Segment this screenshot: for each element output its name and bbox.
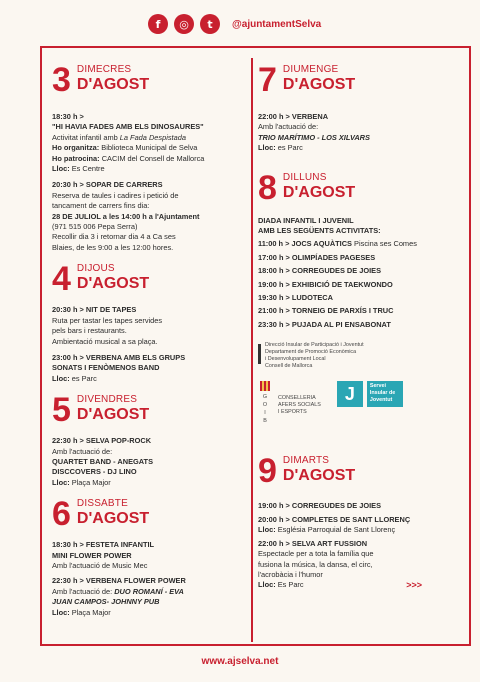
day-month: D'AGOST [282, 76, 356, 93]
logo-text: Insular de [369, 390, 396, 397]
logo-text: Direcció Insular de Participació i Joventut [265, 342, 364, 349]
event-line: Reserva de taules i cadires i petició de [52, 190, 179, 200]
event-line: l'acrobàcia i l'humor [258, 569, 323, 579]
event-heading: 22:30 h > SELVA POP-ROCK [52, 436, 152, 446]
event-location: Lloc: es Parc [258, 143, 303, 153]
event-heading: 22:30 h > VERBENA FLOWER POWER [52, 576, 186, 586]
event-heading: 20:30 h > SOPAR DE CARRERS [52, 180, 163, 190]
event-4-tapes [52, 305, 244, 347]
day-number: 3 [52, 61, 71, 99]
day-name: DISSABTE [76, 498, 128, 510]
event-heading: 20:30 h > NIT DE TAPES [52, 305, 137, 315]
day-number: 4 [52, 260, 71, 299]
event-location: Lloc: Plaça Major [52, 477, 111, 487]
event-location: Lloc: Plaça Major [52, 607, 111, 617]
day-name: DIMARTS [282, 455, 330, 467]
servei-joventut-logo [337, 381, 403, 407]
event-heading: 22:00 h > SELVA ART FUSSION [258, 538, 368, 548]
event-5-poprock [52, 436, 244, 488]
event-location: Lloc: es Parc [52, 373, 97, 383]
event-4-verbena [52, 353, 244, 384]
event-time: 18:30 h > [52, 112, 84, 121]
day-number: 7 [258, 61, 277, 99]
logo-text: i Desenvolupament Local [265, 355, 326, 362]
event-deadline: 28 DE JULIOL a les 14:00 h a l'Ajuntament [52, 211, 200, 221]
instagram-icon[interactable]: ◎ [174, 14, 194, 34]
logo-text: I ESPORTS [278, 409, 307, 416]
event-9-artfussion [258, 539, 468, 591]
j-logo-icon: J [337, 381, 363, 407]
event-line: Blaies, de les 9:00 a les 12:00 hores. [52, 242, 174, 252]
social-bar [148, 14, 321, 34]
event-heading: 23:00 h > VERBENA AMB ELS GRUPS [52, 352, 186, 362]
event-phone: (971 515 006 Pepa Serra) [52, 222, 138, 232]
event-location: Lloc: Es Centre [52, 164, 105, 174]
column-divider [251, 58, 253, 642]
event-line: fusiona la música, la dansa, el circ, [258, 559, 373, 569]
day-number: 6 [52, 495, 71, 534]
event-line: Amb l'actuació de: DUO ROMANÍ - EVA [52, 586, 184, 596]
event-heading: 19:00 h > CORREGUDES DE JOIES [258, 501, 382, 511]
event-bands: QUARTET BAND - ANEGATS [52, 456, 153, 466]
event-line: Espectacle per a tota la família que [258, 549, 374, 559]
event-9-completes [258, 515, 468, 536]
event-7-verbena [258, 112, 468, 154]
logo-text: AFERS SOCIALS [278, 402, 321, 409]
conselleria-logo [278, 395, 321, 415]
logo-text: Departament de Promoció Econòmica [265, 349, 357, 356]
day-name: DIJOUS [76, 263, 115, 275]
day-number: 8 [258, 168, 277, 207]
event-8-diada [258, 216, 468, 331]
logo-text: Joventut [369, 397, 393, 404]
left-column [52, 56, 244, 618]
event-desc: Activitat infantil amb La Fada Despistada [52, 132, 186, 142]
twitter-icon[interactable]: t [200, 14, 220, 34]
event-line: Recollir dia 3 i retornar dia 4 a Ca ses [52, 232, 176, 242]
event-line: Amb l'actuació de Music Mec [52, 560, 148, 570]
event-title: SONATS I FENÒMENOS BAND [52, 363, 160, 373]
govern-logos [258, 381, 468, 425]
activity-row: 23:30 h > PUJADA AL PI ENSABONAT [258, 319, 391, 329]
event-title: "HI HAVIA FADES AMB ELS DINOSAURES" [52, 122, 204, 132]
activity-row: 18:00 h > CORREGUDES DE JOIES [258, 266, 382, 276]
day-name: DIUMENGE [282, 64, 339, 75]
day-header-6 [52, 496, 244, 532]
social-handle[interactable]: @ajuntamentSelva [232, 18, 322, 30]
day-number: 9 [258, 452, 277, 491]
day-month: D'AGOST [76, 275, 150, 293]
website-link[interactable]: www.ajselva.net [201, 656, 279, 667]
day-name: DILLUNS [282, 171, 327, 183]
activity-row: 19:30 h > LUDOTECA [258, 293, 333, 303]
logo-text: Consell de Mallorca [265, 362, 313, 369]
right-column [258, 56, 468, 591]
day-month: D'AGOST [76, 406, 150, 424]
day-month: D'AGOST [76, 510, 150, 528]
event-organizer: Ho organitza: Biblioteca Municipal de Selva [52, 143, 198, 153]
event-title: AMB LES SEGÜENTS ACTIVITATS: [258, 226, 381, 236]
day-month: D'AGOST [282, 183, 356, 201]
goib-crest-icon [260, 381, 270, 391]
more-arrow-icon[interactable]: >>> [406, 580, 422, 591]
activity-row: 11:00 h > JOCS AQUÀTICS Piscina ses Comes [258, 239, 417, 249]
day-name: DIMECRES [76, 64, 132, 75]
event-heading: 18:30 h > FESTETA INFANTIL [52, 540, 155, 550]
event-line: pels bars i restaurants. [52, 326, 127, 336]
day-header-7 [258, 62, 468, 98]
activity-list [258, 239, 468, 330]
activity-row: 17:00 h > OLIMPÍADES PAGESES [258, 252, 376, 262]
event-location: Lloc: Església Parroquial de Sant Llorenç [258, 525, 396, 535]
event-line: tancament de carrers fins dia: [52, 201, 150, 211]
day-header-4 [52, 261, 244, 297]
day-header-5 [52, 392, 244, 428]
activity-row: 19:00 h > EXHIBICIÓ DE TAEKWONDO [258, 279, 393, 289]
servei-text-box [367, 381, 403, 407]
event-bands: TRIO MARÍTIMO - LOS XILVARS [258, 132, 370, 142]
event-6-festeta [52, 540, 244, 571]
event-bands: DISCCOVERS - DJ LINO [52, 467, 137, 477]
sponsor-logos [258, 342, 468, 425]
facebook-icon[interactable]: f [148, 14, 168, 34]
day-number: 5 [52, 391, 71, 430]
event-3-sopar [52, 180, 244, 253]
day-month: D'AGOST [282, 467, 356, 485]
day-month: D'AGOST [76, 76, 150, 93]
event-sponsor: Ho patrocina: CACIM del Consell de Mallorca [52, 153, 205, 163]
consell-mark-icon [258, 344, 261, 364]
event-line: JUAN CAMPOS- JOHNNY PUB [52, 597, 160, 607]
event-heading: 20:00 h > COMPLETES DE SANT LLORENÇ [258, 514, 411, 524]
event-title: MINI FLOWER POWER [52, 550, 132, 560]
event-location: Lloc: Es Parc >>> [258, 580, 422, 591]
event-6-verbena [52, 576, 244, 618]
event-line: Ruta per tastar les tapes servides [52, 315, 163, 325]
activity-row: 21:00 h > TORNEIG DE PARXÍS I TRUC [258, 306, 394, 316]
goib-letters: G O I B [262, 394, 268, 425]
event-3-dinosaures [52, 112, 244, 174]
day-name: DIVENDRES [76, 394, 138, 406]
goib-logo [258, 381, 272, 425]
day-header-8 [258, 170, 468, 206]
logo-text: Servei [369, 383, 387, 390]
day-header-3 [52, 62, 244, 98]
event-line: Amb l'actuació de: [258, 122, 319, 132]
event-title: DIADA INFANTIL I JUVENIL [258, 215, 354, 225]
consell-logo [258, 342, 468, 369]
logo-text: CONSELLERIA [278, 395, 316, 402]
event-9-joies [258, 501, 468, 511]
event-line: Amb l'actuació de: [52, 446, 113, 456]
event-heading: 22:00 h > VERBENA [258, 112, 329, 121]
event-line: Ambientació musical a sa plaça. [52, 336, 158, 346]
day-header-9 [258, 453, 468, 489]
